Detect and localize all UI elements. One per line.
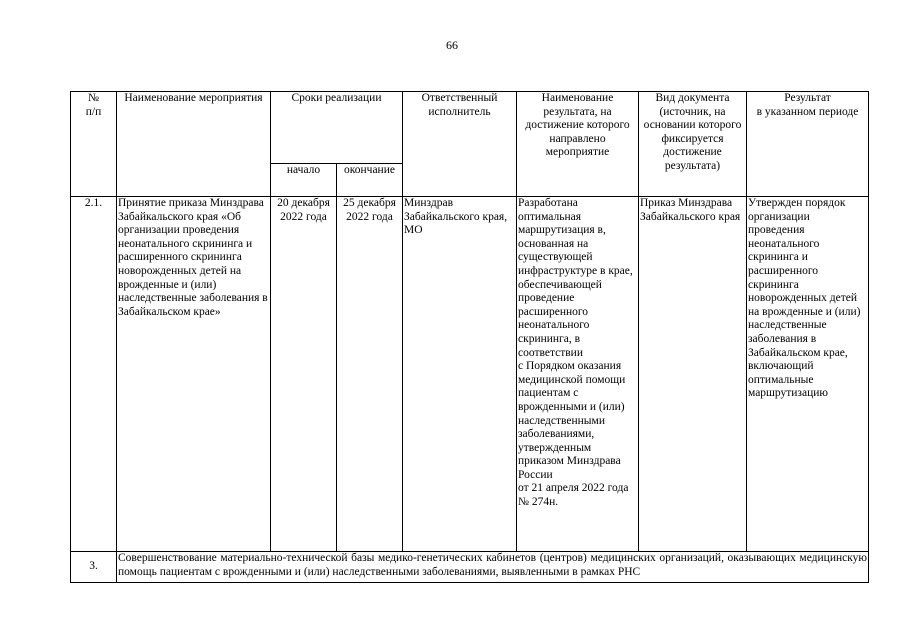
- header-responsible: Ответственный исполнитель: [403, 92, 517, 197]
- row-name: Принятие приказа Минздрава Забайкальского края «Об организации проведения неонатального скрининга и расширенного скрининга новорожденных детей на врожденные и (или) наследственные заболевания в Забайкальском крае»: [117, 197, 271, 552]
- page-number: 66: [446, 38, 458, 52]
- header-result-name: Наименование результата, на достижение которого направлено мероприятие: [517, 92, 639, 197]
- section-num: 3.: [71, 552, 117, 583]
- header-result-period: Результат в указанном периоде: [747, 92, 869, 197]
- section-row: [71, 552, 869, 583]
- row-start: 20 декабря 2022 года: [271, 197, 337, 552]
- row-num: 2.1.: [71, 197, 117, 552]
- header-end: окончание: [337, 163, 403, 196]
- row-doc-type: Приказ Минздрава Забайкальского края: [639, 197, 747, 552]
- header-name: Наименование мероприятия: [117, 92, 271, 197]
- row-end: 25 декабря 2022 года: [337, 197, 403, 552]
- row-responsible: Минздрав Забайкальского края, МО: [403, 197, 517, 552]
- section-text: Совершенствование материально-технической базы медико-генетических кабинетов (центров) медицинских организаций, оказывающих медицинскую помощь пациентам с врожденными и (или) наследственными заболеваниями, выявленными в рамках РНС: [117, 552, 869, 583]
- header-num: № п/п: [71, 92, 117, 197]
- row-result-name: Разработана оптимальная маршрутизация в, основанная на существующей инфраструктуре в крае, обеспечивающей проведение расширенного неонатального скрининга, в соответствии с Порядком оказания медицинской помощи пациентам с врожденными и (или) наследственными заболеваниями, утвержденным приказом Минздрава России от 21 апреля 2022 года № 274н.: [517, 197, 639, 552]
- header-start: начало: [271, 163, 337, 196]
- header-row-1: [71, 92, 869, 164]
- header-doc-type: Вид документа (источник, на основании которого фиксируется достижение результата): [639, 92, 747, 197]
- header-terms: Сроки реализации: [271, 92, 403, 164]
- row-result-period: Утвержден порядок организации проведения неонатального скрининга и расширенного скрининга новорожденных детей на врожденные и (или) наследственные заболевания в Забайкальском крае, включающий оптимальные маршрутизацию: [747, 197, 869, 552]
- activities-table: [70, 91, 869, 583]
- table-row: [71, 197, 869, 552]
